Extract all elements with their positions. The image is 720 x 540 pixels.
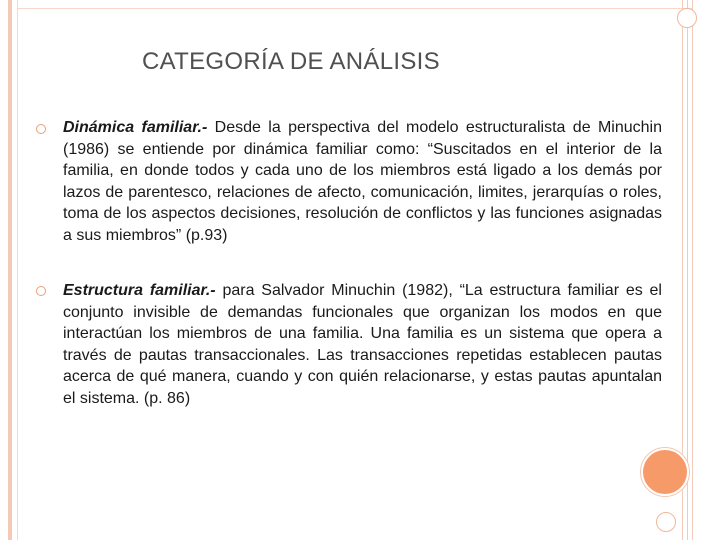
decorative-frame-top (17, 8, 693, 9)
decorative-frame-left (8, 0, 12, 540)
decorative-frame-right-line (687, 0, 688, 540)
decorative-frame-right-line (692, 0, 693, 540)
decorative-circle-top (677, 8, 697, 28)
decorative-circle-small (656, 512, 676, 532)
bullet-term: Estructura familiar.- (63, 282, 216, 299)
bullet-circle-icon (36, 124, 46, 134)
bullet-circle-icon (36, 286, 46, 296)
bullet-paragraph (63, 117, 662, 246)
bullet-text: para Salvador Minuchin (1982), “La estructura familiar es el conjunto invisible de demandas funcionales que organizan los modos en que interactúan los miembros de una familia. Una familia es un sistema que opera a través de pautas transaccionales. Las transacciones repetidas establecen pautas acerca de qué manera, cuando y con quién relacionarse, y estas pautas apuntalan el sistema. (p. 86) (63, 282, 662, 407)
bullet-term: Dinámica familiar.- (63, 119, 208, 136)
decorative-circle-filled (643, 450, 687, 494)
slide-title: CATEGORÍA DE ANÁLISIS (142, 48, 440, 75)
bullet-paragraph (63, 280, 662, 409)
decorative-frame-left-inner (17, 0, 18, 540)
bullet-text: Desde la perspectiva del modelo estructuralista de Minuchin (1986) se entiende por dinámica familiar como: “Suscitados en el interior de la familia, en donde todos y cada uno de los miembros está ligado a los demás por lazos de parentesco, relaciones de afecto, comunicación, limites, jerarquías o roles, toma de los aspectos decisiones, resolución de conflictos y las funciones asignadas a sus miembros” (p.93) (63, 119, 662, 244)
